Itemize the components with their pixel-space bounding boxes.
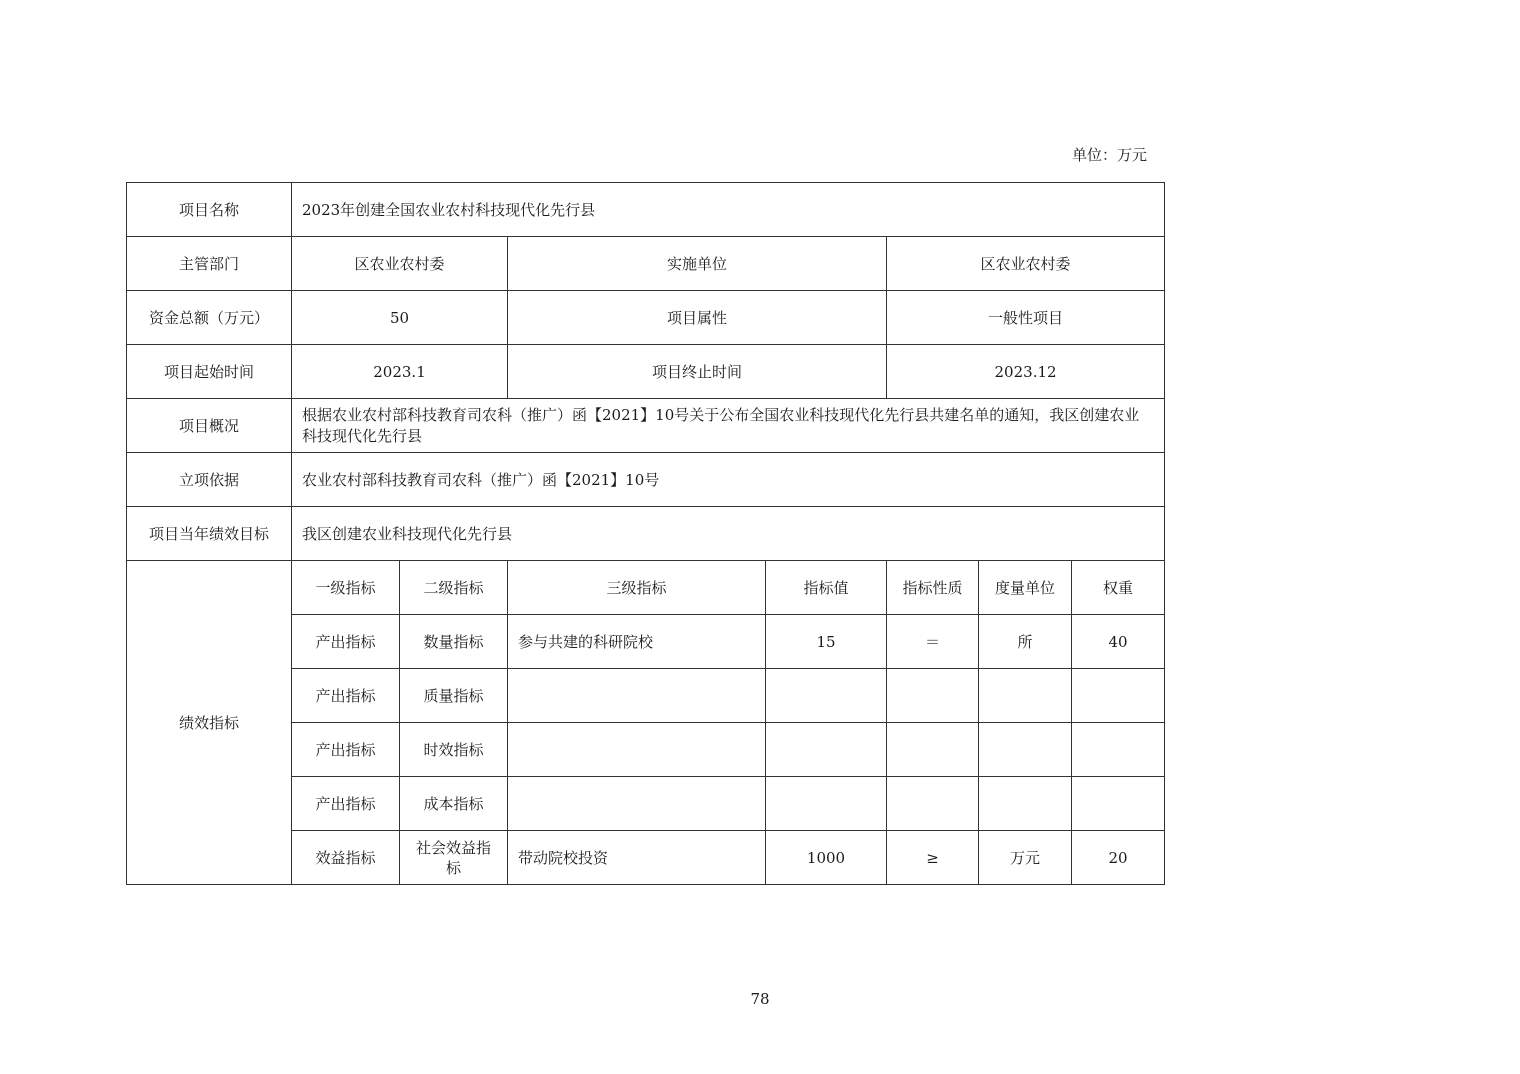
project-attribute-value: 一般性项目 <box>887 291 1165 345</box>
indicator-level1: 产出指标 <box>292 777 400 831</box>
indicator-nature: ＝ <box>887 615 979 669</box>
project-performance-table <box>126 182 1165 885</box>
indicator-level1: 产出指标 <box>292 615 400 669</box>
department-label: 主管部门 <box>127 237 292 291</box>
indicator-value <box>766 669 887 723</box>
indicator-level3: 带动院校投资 <box>508 831 766 885</box>
funds-row <box>127 291 1165 345</box>
indicator-weight <box>1072 777 1165 831</box>
indicator-nature <box>887 669 979 723</box>
header-unit: 度量单位 <box>979 561 1072 615</box>
start-time-value: 2023.1 <box>292 345 508 399</box>
indicator-unit: 所 <box>979 615 1072 669</box>
indicator-nature: ≥ <box>887 831 979 885</box>
header-level3: 三级指标 <box>508 561 766 615</box>
indicator-nature <box>887 777 979 831</box>
indicator-nature <box>887 723 979 777</box>
header-nature: 指标性质 <box>887 561 979 615</box>
header-level2: 二级指标 <box>400 561 508 615</box>
department-row <box>127 237 1165 291</box>
indicator-value: 1000 <box>766 831 887 885</box>
goal-row <box>127 507 1165 561</box>
department-value: 区农业农村委 <box>292 237 508 291</box>
project-attribute-label: 项目属性 <box>508 291 887 345</box>
indicator-level3 <box>508 669 766 723</box>
period-row <box>127 345 1165 399</box>
header-level1: 一级指标 <box>292 561 400 615</box>
total-funds-value: 50 <box>292 291 508 345</box>
end-time-label: 项目终止时间 <box>508 345 887 399</box>
indicator-weight <box>1072 723 1165 777</box>
indicator-unit: 万元 <box>979 831 1072 885</box>
indicator-weight <box>1072 669 1165 723</box>
overview-label: 项目概况 <box>127 399 292 453</box>
overview-row <box>127 399 1165 453</box>
header-weight: 权重 <box>1072 561 1165 615</box>
unit-label: 单位：万元 <box>1072 146 1148 164</box>
end-time-value: 2023.12 <box>887 345 1165 399</box>
indicator-level2: 成本指标 <box>400 777 508 831</box>
total-funds-label: 资金总额（万元） <box>127 291 292 345</box>
indicators-section-label: 绩效指标 <box>127 561 292 885</box>
indicator-weight: 20 <box>1072 831 1165 885</box>
basis-row <box>127 453 1165 507</box>
indicator-level3 <box>508 777 766 831</box>
basis-label: 立项依据 <box>127 453 292 507</box>
goal-value: 我区创建农业科技现代化先行县 <box>292 507 1165 561</box>
goal-label: 项目当年绩效目标 <box>127 507 292 561</box>
indicator-unit <box>979 777 1072 831</box>
implementing-unit-value: 区农业农村委 <box>887 237 1165 291</box>
indicator-unit <box>979 669 1072 723</box>
page-number: 78 <box>750 990 770 1008</box>
indicator-level3: 参与共建的科研院校 <box>508 615 766 669</box>
indicator-header-row <box>127 561 1165 615</box>
start-time-label: 项目起始时间 <box>127 345 292 399</box>
basis-value: 农业农村部科技教育司农科（推广）函【2021】10号 <box>292 453 1165 507</box>
indicator-level1: 产出指标 <box>292 669 400 723</box>
indicator-value <box>766 777 887 831</box>
indicator-level2: 数量指标 <box>400 615 508 669</box>
indicator-value <box>766 723 887 777</box>
indicator-level2: 时效指标 <box>400 723 508 777</box>
indicator-value: 15 <box>766 615 887 669</box>
indicator-unit <box>979 723 1072 777</box>
project-name-value: 2023年创建全国农业农村科技现代化先行县 <box>292 183 1165 237</box>
overview-value: 根据农业农村部科技教育司农科（推广）函【2021】10号关于公布全国农业科技现代化先行县共建名单的通知，我区创建农业科技现代化先行县 <box>292 399 1165 453</box>
indicator-level3 <box>508 723 766 777</box>
project-name-row <box>127 183 1165 237</box>
indicator-level2: 质量指标 <box>400 669 508 723</box>
indicator-level1: 产出指标 <box>292 723 400 777</box>
project-name-label: 项目名称 <box>127 183 292 237</box>
header-value: 指标值 <box>766 561 887 615</box>
implementing-unit-label: 实施单位 <box>508 237 887 291</box>
indicator-weight: 40 <box>1072 615 1165 669</box>
indicator-level1: 效益指标 <box>292 831 400 885</box>
indicator-level2: 社会效益指标 <box>400 831 508 885</box>
